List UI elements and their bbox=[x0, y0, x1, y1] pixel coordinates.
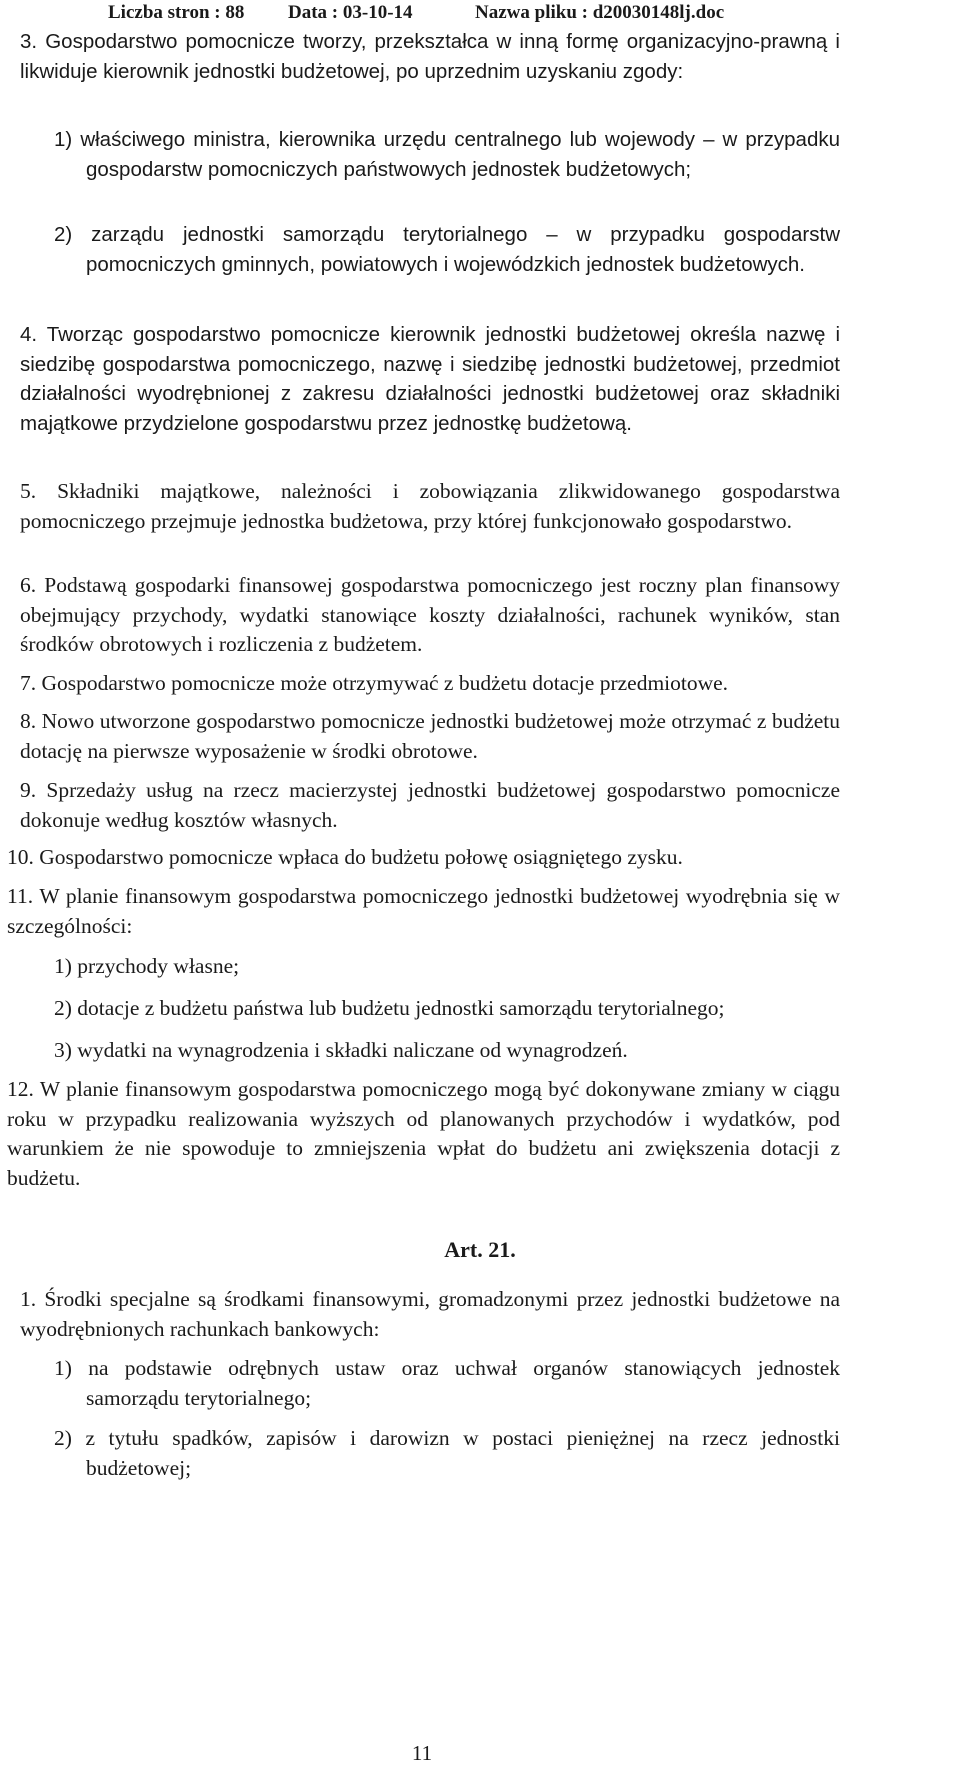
item-text: wydatki na wynagrodzenia i składki naliczane od wynagrodzeń. bbox=[77, 1038, 628, 1062]
paragraph-number: 4. bbox=[20, 323, 38, 346]
item-number: 1) bbox=[54, 954, 72, 978]
paragraph-11-item-3 bbox=[54, 1036, 840, 1066]
paragraph-7 bbox=[20, 669, 840, 699]
paragraph-text: Gospodarstwo pomocnicze może otrzymywać z budżetu dotacje przedmiotowe. bbox=[41, 671, 729, 695]
paragraph-11-item-1 bbox=[54, 952, 840, 982]
paragraph-4 bbox=[20, 320, 840, 438]
paragraph-number: 5. bbox=[20, 479, 37, 503]
paragraph-text: Gospodarstwo pomocnicze tworzy, przekształca w inną formę organizacyjno-prawną i likwiduje kierownik jednostki budżetowej, po uprzednim uzyskaniu zgody: bbox=[20, 30, 840, 83]
item-text: przychody własne; bbox=[77, 954, 240, 978]
paragraph-6 bbox=[20, 571, 840, 660]
file-name: Nazwa pliku : d20030148lj.doc bbox=[475, 2, 725, 23]
paragraph-number: 10. bbox=[7, 845, 34, 869]
article-21-item-1 bbox=[54, 1354, 840, 1413]
paragraph-number: 12. bbox=[7, 1077, 34, 1101]
article-21-paragraph-1 bbox=[20, 1285, 840, 1344]
paragraph-9 bbox=[20, 776, 840, 835]
page-number: 11 bbox=[411, 1741, 433, 1765]
paragraph-3-item-1 bbox=[54, 125, 840, 184]
item-number: 2) bbox=[54, 996, 72, 1020]
item-number: 2) bbox=[54, 223, 73, 246]
paragraph-11 bbox=[7, 882, 840, 941]
paragraph-text: Składniki majątkowe, należności i zobowiązania zlikwidowanego gospodarstwa pomocniczego przejmuje jednostka budżetowa, przy której funkcjonowało gospodarstwo. bbox=[20, 479, 840, 533]
paragraph-number: 3. bbox=[20, 30, 38, 53]
item-number: 3) bbox=[54, 1038, 72, 1062]
document-date: Data : 03-10-14 bbox=[288, 2, 413, 23]
page-header bbox=[0, 2, 960, 26]
paragraph-3 bbox=[20, 27, 840, 86]
paragraph-number: 8. bbox=[20, 709, 37, 733]
paragraph-text: Podstawą gospodarki finansowej gospodarstwa pomocniczego jest roczny plan finansowy obejmujący przychody, wydatki stanowiące koszty działalności, rachunek wyników, stan środków obrotowych i rozliczenia z budżetem. bbox=[20, 573, 841, 656]
paragraph-number: 11. bbox=[7, 884, 34, 908]
item-text: właściwego ministra, kierownika urzędu centralnego lub wojewody – w przypadku gospodarstw pomocniczych państwowych jednostek budżetowych; bbox=[80, 128, 840, 181]
item-text: z tytułu spadków, zapisów i darowizn w postaci pieniężnej na rzecz jednostki budżetowej; bbox=[85, 1426, 840, 1480]
paragraph-text: Gospodarstwo pomocnicze wpłaca do budżetu połowę osiągniętego zysku. bbox=[39, 845, 683, 869]
article-heading: Art. 21. bbox=[444, 1237, 516, 1262]
page-count: Liczba stron : 88 bbox=[108, 2, 245, 23]
paragraph-number: 7. bbox=[20, 671, 37, 695]
paragraph-number: 1. bbox=[20, 1287, 37, 1311]
paragraph-12 bbox=[7, 1075, 840, 1193]
item-text: na podstawie odrębnych ustaw oraz uchwał organów stanowiących jednostek samorządu terytorialnego; bbox=[86, 1356, 840, 1410]
paragraph-10 bbox=[7, 843, 840, 873]
paragraph-number: 9. bbox=[20, 778, 37, 802]
item-text: zarządu jednostki samorządu terytorialnego – w przypadku gospodarstw pomocniczych gminnych, powiatowych i wojewódzkich jednostek budżetowych. bbox=[86, 223, 840, 276]
paragraph-text: Środki specjalne są środkami finansowymi, gromadzonymi przez jednostki budżetowe na wyodrębnionych rachunkach bankowych: bbox=[20, 1287, 840, 1341]
paragraph-text: Nowo utworzone gospodarstwo pomocnicze jednostki budżetowej może otrzymać z budżetu dotację na pierwsze wyposażenie w środki obrotowe. bbox=[20, 709, 841, 763]
paragraph-text: W planie finansowym gospodarstwa pomocniczego mogą być dokonywane zmiany w ciągu roku w przypadku realizowania wyższych od planowanych przychodów i wydatków, pod warunkiem że nie spowoduje to zmniejszenia wpłat do budżetu ani zwiększenia dotacji z budżetu. bbox=[7, 1077, 840, 1190]
item-number: 1) bbox=[54, 1356, 72, 1380]
paragraph-text: Tworząc gospodarstwo pomocnicze kierownik jednostki budżetowej określa nazwę i siedzibę gospodarstwa pomocniczego, nazwę i siedzibę jednostki budżetowej, przedmiot działalności wyodrębnionej z zakresu działalności jednostki budżetowej oraz składniki majątkowe przydzielone gospodarstwu przez jednostkę budżetową. bbox=[20, 323, 840, 435]
item-text: dotacje z budżetu państwa lub budżetu jednostki samorządu terytorialnego; bbox=[77, 996, 725, 1020]
paragraph-8 bbox=[20, 707, 840, 766]
paragraph-5 bbox=[20, 477, 840, 536]
paragraph-text: Sprzedaży usług na rzecz macierzystej jednostki budżetowej gospodarstwo pomocnicze dokonuje według kosztów własnych. bbox=[20, 778, 840, 832]
paragraph-11-item-2 bbox=[54, 994, 840, 1024]
paragraph-number: 6. bbox=[20, 573, 37, 597]
paragraph-3-item-2 bbox=[54, 220, 840, 279]
article-21-item-2 bbox=[54, 1424, 840, 1483]
paragraph-text: W planie finansowym gospodarstwa pomocniczego jednostki budżetowej wyodrębnia się w szczególności: bbox=[7, 884, 840, 938]
item-number: 1) bbox=[54, 128, 73, 151]
item-number: 2) bbox=[54, 1426, 72, 1450]
